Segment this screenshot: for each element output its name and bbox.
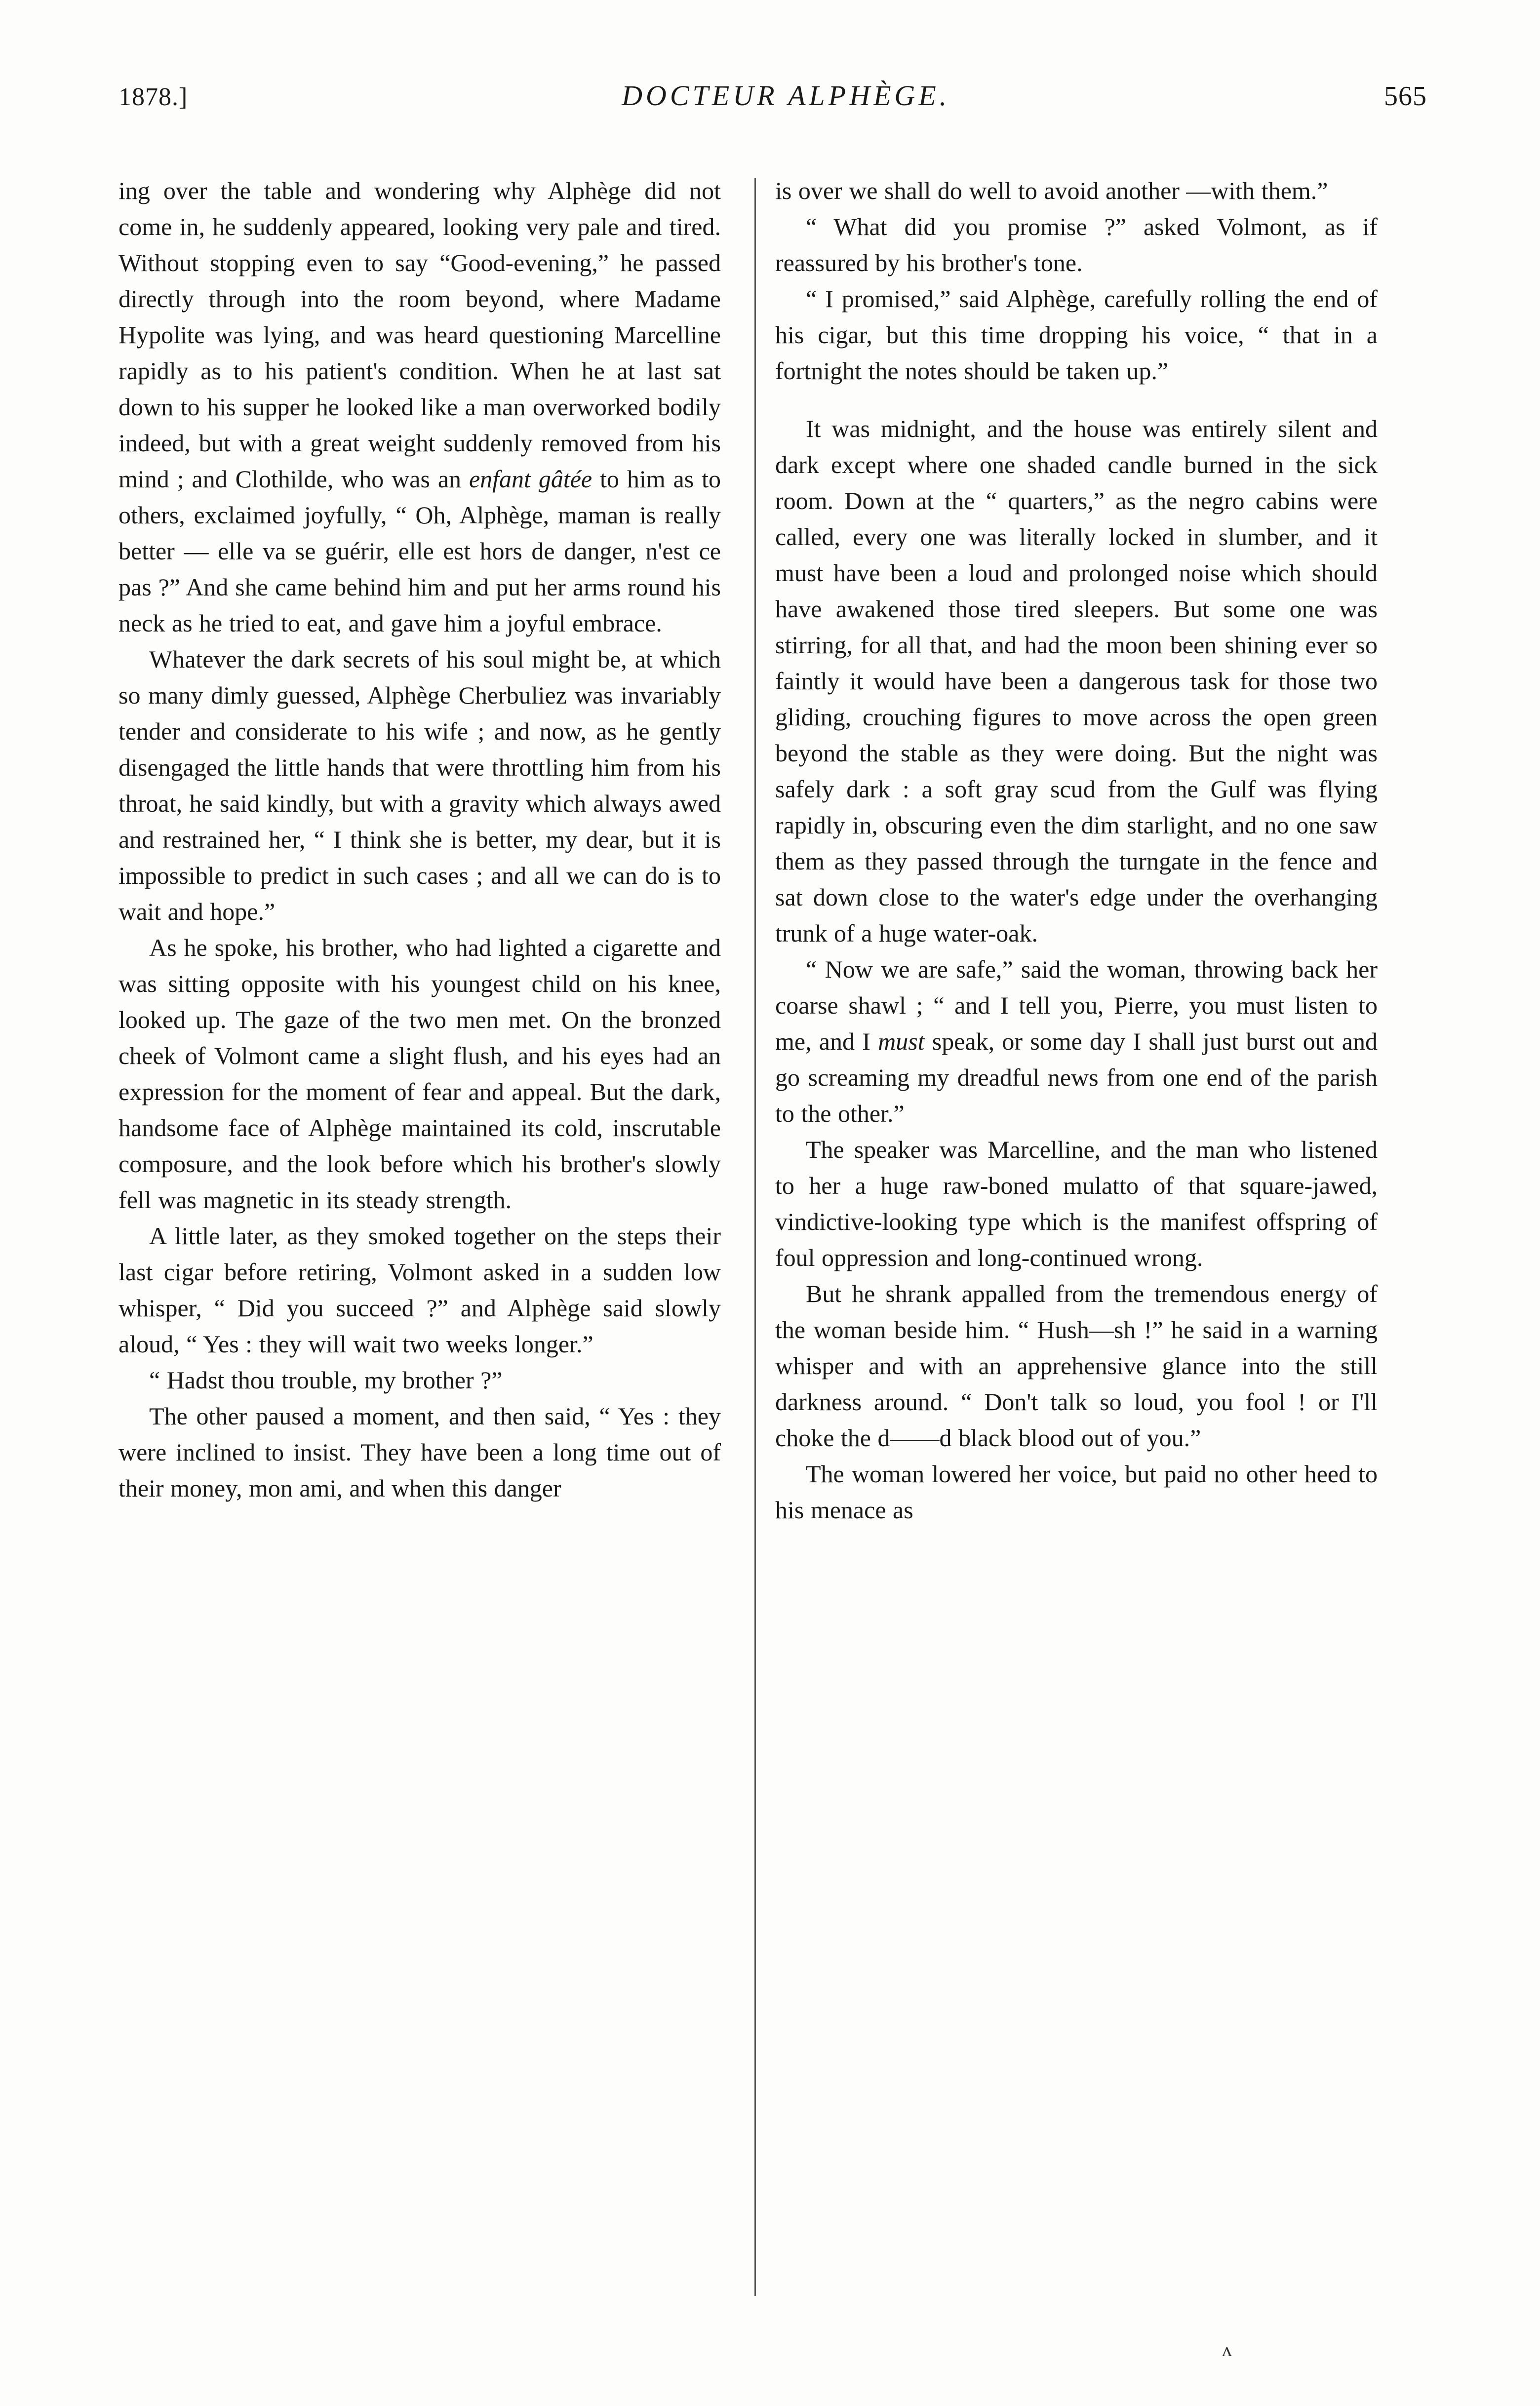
paragraph-italic: enfant gâtée	[469, 465, 592, 493]
paragraph-text: “ Now we are safe,” said the woman, throwing back her coarse shawl ; “ and I tell you, Pierre, you must listen to me, and I	[775, 955, 1378, 1055]
paragraph: The other paused a moment, and then said, “ Yes : they were inclined to insist. They have been a long time out of their money, mon ami, and when this danger	[118, 1402, 721, 1502]
paragraph-text-tail: to him as to others, exclaimed joyfully, “ Oh, Alphège, maman is really better — elle va se guérir, elle est hors de danger, n'est ce pas ?” And she came behind him and put her arms round his neck as he tried to eat, and gave him a joyful embrace.	[118, 465, 721, 637]
page-number: 565	[1384, 81, 1427, 112]
left-column	[118, 173, 748, 2306]
page-header	[118, 79, 1427, 118]
paragraph: But he shrank appalled from the tremendous energy of the woman beside him. “ Hush—sh !” he said in a warning whisper and with an apprehensive glance into the still darkness around. “ Don't talk so loud, you fool ! or I'll choke the d——d black blood out of you.”	[775, 1280, 1378, 1452]
paragraph: The speaker was Marcelline, and the man who listened to her a huge raw-boned mulatto of that square-jawed, vindictive-looking type which is the manifest offspring of foul oppression and long-continued wrong.	[775, 1136, 1378, 1271]
paragraph: As he spoke, his brother, who had lighted a cigarette and was sitting opposite with his youngest child on his knee, looked up. The gaze of the two men met. On the bronzed cheek of Volmont came a slight flush, and his eyes had an expression for the moment of fear and appeal. But the dark, handsome face of Alphège maintained its cold, inscrutable composure, and the look before which his brother's slowly fell was magnetic in its steady strength.	[118, 934, 721, 1214]
paragraph-text: ing over the table and wondering why Alphège did not come in, he suddenly appeared, looking very pale and tired. Without stopping even to say “Good-evening,” he passed directly through into the room beyond, where Madame Hypolite was lying, and was heard questioning Marcelline rapidly as to his patient's condition. When he at last sat down to his supper he looked like a man overworked bodily indeed, but with a great weight suddenly removed from his mind ; and Clothilde, who was an	[118, 177, 721, 493]
paragraph: “ Hadst thou trouble, my brother ?”	[149, 1366, 503, 1394]
paragraph: “ What did you promise ?” asked Volmont, as if reassured by his brother's tone.	[775, 213, 1378, 276]
paragraph	[775, 951, 1378, 1132]
body-columns	[118, 173, 1432, 2306]
paragraph: A little later, as they smoked together on the steps their last cigar before retiring, Volmont asked in a sudden low whisper, “ Did you succeed ?” and Alphège said slowly aloud, “ Yes : they will wait two weeks longer.”	[118, 1222, 721, 1358]
paragraph: It was midnight, and the house was entirely silent and dark except where one shaded candle burned in the sick room. Down at the “ quarters,” as the negro cabins were called, every one was literally locked in slumber, and it must have been a loud and prolonged noise which should have awakened those tired sleepers. But some one was stirring, for all that, and had the moon been shining ever so faintly it would have been a dangerous task for those two gliding, crouching figures to move across the open green beyond the stable as they were doing. But the night was safely dark : a soft gray scud from the Gulf was flying rapidly in, obscuring even the dim starlight, and no one saw them as they passed through the turngate in the fence and sat down close to the water's edge under the overhanging trunk of a huge water-oak.	[775, 415, 1378, 947]
footer-mark: ʌ	[1222, 2338, 1232, 2361]
right-column	[748, 173, 1378, 2306]
paragraph-text-tail: speak, or some day I shall just burst out and go screaming my dreadful news from one end of the parish to the other.”	[775, 1027, 1378, 1127]
running-title: DOCTEUR ALPHÈGE.	[622, 79, 950, 112]
paragraph-italic: must	[878, 1027, 925, 1055]
header-year: 1878.]	[118, 83, 188, 111]
paragraph: is over we shall do well to avoid another —with them.”	[775, 177, 1328, 204]
paragraph	[118, 173, 721, 641]
paragraph: “ I promised,” said Alphège, carefully rolling the end of his cigar, but this time dropping his voice, “ that in a fortnight the notes should be taken up.”	[775, 285, 1378, 385]
paragraph: The woman lowered her voice, but paid no other heed to his menace as	[775, 1460, 1378, 1524]
paragraph: Whatever the dark secrets of his soul might be, at which so many dimly guessed, Alphège Cherbuliez was invariably tender and considerate to his wife ; and now, as he gently disengaged the little hands that were throttling him from his throat, he said kindly, but with a gravity which always awed and restrained her, “ I think she is better, my dear, but it is impossible to predict in such cases ; and all we can do is to wait and hope.”	[118, 645, 721, 925]
